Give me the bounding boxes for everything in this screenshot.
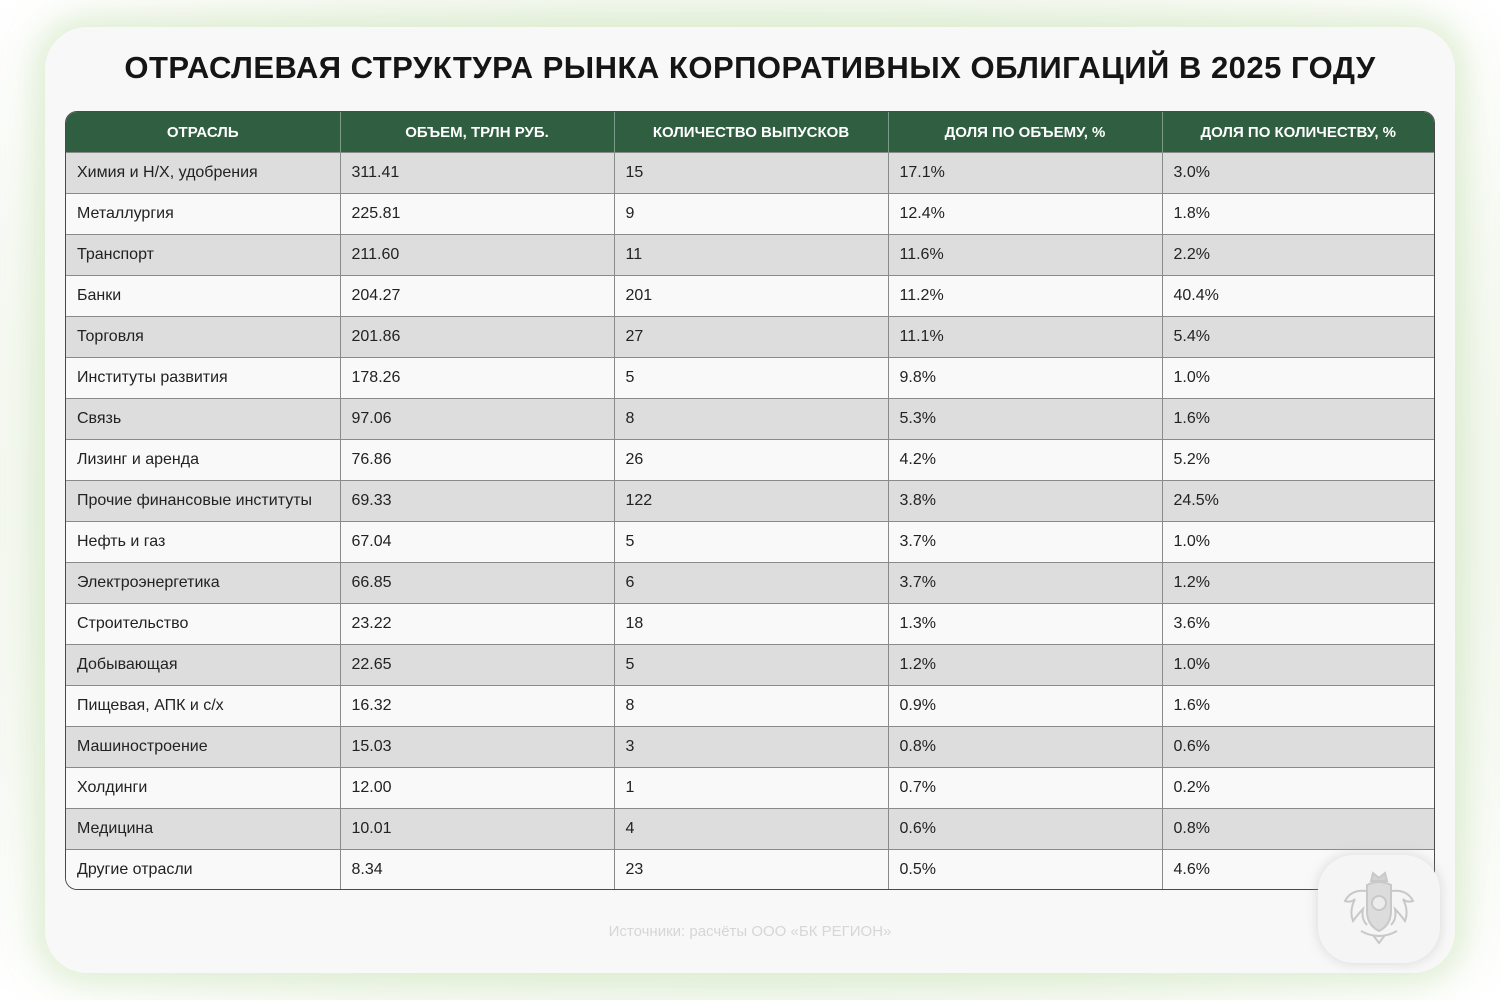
table-row — [66, 440, 1434, 481]
coat-of-arms-icon — [1337, 867, 1421, 951]
cell-issue-count: 3 — [614, 727, 888, 768]
cell-industry: Транспорт — [66, 235, 340, 276]
cell-issue-count: 9 — [614, 194, 888, 235]
cell-volume-share: 3.7% — [888, 563, 1162, 604]
column-header-count-share: ДОЛЯ ПО КОЛИЧЕСТВУ, % — [1162, 112, 1434, 153]
cell-volume: 76.86 — [340, 440, 614, 481]
cell-volume-share: 17.1% — [888, 153, 1162, 194]
cell-count-share: 4.6% — [1162, 850, 1434, 891]
cell-volume: 201.86 — [340, 317, 614, 358]
cell-volume-share: 9.8% — [888, 358, 1162, 399]
page-title: ОТРАСЛЕВАЯ СТРУКТУРА РЫНКА КОРПОРАТИВНЫХ ОБЛИГАЦИЙ В 2025 ГОДУ — [124, 50, 1376, 85]
cell-volume-share: 0.8% — [888, 727, 1162, 768]
cell-count-share: 24.5% — [1162, 481, 1434, 522]
source-note: Источники: расчёты ООО «БК РЕГИОН» — [608, 923, 892, 940]
cell-volume: 97.06 — [340, 399, 614, 440]
cell-volume-share: 11.1% — [888, 317, 1162, 358]
cell-count-share: 3.0% — [1162, 153, 1434, 194]
column-header-volume-share: ДОЛЯ ПО ОБЪЕМУ, % — [888, 112, 1162, 153]
cell-industry: Пищевая, АПК и с/х — [66, 686, 340, 727]
cell-industry: Строительство — [66, 604, 340, 645]
cell-volume: 211.60 — [340, 235, 614, 276]
cell-count-share: 5.4% — [1162, 317, 1434, 358]
cell-count-share: 1.6% — [1162, 686, 1434, 727]
cell-issue-count: 11 — [614, 235, 888, 276]
table-row — [66, 153, 1434, 194]
cell-industry: Электроэнергетика — [66, 563, 340, 604]
cell-issue-count: 15 — [614, 153, 888, 194]
cell-volume-share: 11.2% — [888, 276, 1162, 317]
cell-count-share: 5.2% — [1162, 440, 1434, 481]
cell-volume-share: 0.7% — [888, 768, 1162, 809]
cell-count-share: 0.2% — [1162, 768, 1434, 809]
cell-industry: Институты развития — [66, 358, 340, 399]
cell-issue-count: 6 — [614, 563, 888, 604]
table-row — [66, 317, 1434, 358]
cell-volume-share: 0.6% — [888, 809, 1162, 850]
cell-volume: 10.01 — [340, 809, 614, 850]
table-row — [66, 481, 1434, 522]
cell-volume: 12.00 — [340, 768, 614, 809]
cell-volume: 69.33 — [340, 481, 614, 522]
cell-volume-share: 0.5% — [888, 850, 1162, 891]
cell-volume-share: 4.2% — [888, 440, 1162, 481]
cell-issue-count: 5 — [614, 645, 888, 686]
cell-industry: Связь — [66, 399, 340, 440]
cell-volume: 67.04 — [340, 522, 614, 563]
table-row — [66, 809, 1434, 850]
cell-count-share: 1.6% — [1162, 399, 1434, 440]
cell-industry: Добывающая — [66, 645, 340, 686]
cell-issue-count: 1 — [614, 768, 888, 809]
cell-volume: 225.81 — [340, 194, 614, 235]
industry-structure-table — [66, 112, 1434, 890]
cell-volume: 22.65 — [340, 645, 614, 686]
cell-industry: Холдинги — [66, 768, 340, 809]
cell-count-share: 1.0% — [1162, 645, 1434, 686]
cell-industry: Металлургия — [66, 194, 340, 235]
cell-issue-count: 8 — [614, 686, 888, 727]
cell-volume: 204.27 — [340, 276, 614, 317]
cell-volume-share: 3.8% — [888, 481, 1162, 522]
cell-issue-count: 8 — [614, 399, 888, 440]
table-row — [66, 276, 1434, 317]
cell-industry: Химия и Н/Х, удобрения — [66, 153, 340, 194]
cell-count-share: 1.8% — [1162, 194, 1434, 235]
cell-issue-count: 26 — [614, 440, 888, 481]
cell-count-share: 0.8% — [1162, 809, 1434, 850]
table-row — [66, 358, 1434, 399]
cell-issue-count: 201 — [614, 276, 888, 317]
cell-volume: 8.34 — [340, 850, 614, 891]
cell-issue-count: 4 — [614, 809, 888, 850]
cell-count-share: 1.0% — [1162, 522, 1434, 563]
logo-badge — [1318, 855, 1440, 963]
cell-industry: Торговля — [66, 317, 340, 358]
cell-volume-share: 1.3% — [888, 604, 1162, 645]
cell-industry: Медицина — [66, 809, 340, 850]
cell-industry: Банки — [66, 276, 340, 317]
cell-count-share: 1.2% — [1162, 563, 1434, 604]
cell-industry: Прочие финансовые институты — [66, 481, 340, 522]
cell-volume-share: 1.2% — [888, 645, 1162, 686]
cell-issue-count: 27 — [614, 317, 888, 358]
cell-volume: 311.41 — [340, 153, 614, 194]
cell-volume: 23.22 — [340, 604, 614, 645]
cell-industry: Машиностроение — [66, 727, 340, 768]
column-header-issue-count: КОЛИЧЕСТВО ВЫПУСКОВ — [614, 112, 888, 153]
cell-volume: 15.03 — [340, 727, 614, 768]
column-header-industry: ОТРАСЛЬ — [66, 112, 340, 153]
cell-industry: Лизинг и аренда — [66, 440, 340, 481]
cell-industry: Другие отрасли — [66, 850, 340, 891]
cell-volume: 178.26 — [340, 358, 614, 399]
cell-volume-share: 3.7% — [888, 522, 1162, 563]
table-row — [66, 645, 1434, 686]
table-body — [66, 153, 1434, 891]
cell-volume-share: 0.9% — [888, 686, 1162, 727]
cell-count-share: 40.4% — [1162, 276, 1434, 317]
table-row — [66, 522, 1434, 563]
cell-volume-share: 11.6% — [888, 235, 1162, 276]
cell-issue-count: 18 — [614, 604, 888, 645]
cell-count-share: 3.6% — [1162, 604, 1434, 645]
table-row — [66, 850, 1434, 891]
cell-volume-share: 5.3% — [888, 399, 1162, 440]
cell-volume: 66.85 — [340, 563, 614, 604]
cell-issue-count: 23 — [614, 850, 888, 891]
cell-volume-share: 12.4% — [888, 194, 1162, 235]
table-row — [66, 235, 1434, 276]
table-row — [66, 399, 1434, 440]
table-row — [66, 727, 1434, 768]
table-row — [66, 686, 1434, 727]
column-header-volume: ОБЪЕМ, ТРЛН РУБ. — [340, 112, 614, 153]
cell-issue-count: 5 — [614, 358, 888, 399]
table-header-row — [66, 112, 1434, 153]
table-row — [66, 563, 1434, 604]
cell-industry: Нефть и газ — [66, 522, 340, 563]
cell-issue-count: 5 — [614, 522, 888, 563]
cell-issue-count: 122 — [614, 481, 888, 522]
cell-count-share: 0.6% — [1162, 727, 1434, 768]
cell-count-share: 1.0% — [1162, 358, 1434, 399]
cell-count-share: 2.2% — [1162, 235, 1434, 276]
table-row — [66, 604, 1434, 645]
table-row — [66, 768, 1434, 809]
table-row — [66, 194, 1434, 235]
industry-structure-table-container — [65, 111, 1435, 890]
cell-volume: 16.32 — [340, 686, 614, 727]
